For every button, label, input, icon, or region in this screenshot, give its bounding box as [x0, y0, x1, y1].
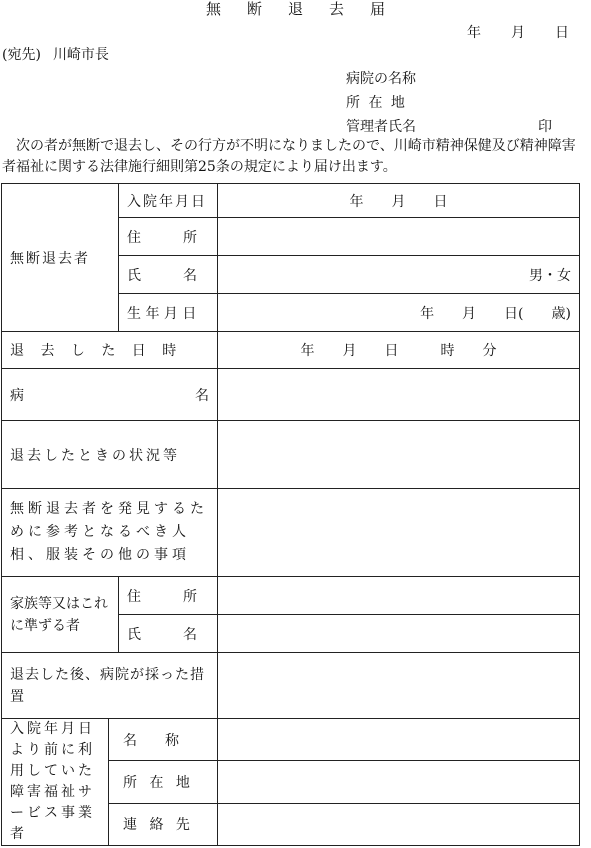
hospital-measures-label: 退去した後、病院が採った措置 — [2, 653, 218, 719]
day-label: 日 — [555, 25, 569, 41]
family-name-label: 氏 名 — [119, 615, 218, 653]
form-title — [0, 0, 591, 19]
month-label: 月 — [511, 25, 525, 41]
service-name-label: 名 称 — [109, 719, 218, 761]
address-label: 住 所 — [119, 218, 218, 256]
statement-text: 次の者が無断で退去し、その行方が不明になりましたので、川崎市精神保健及び精神障害者福祉に関する法律施行細則第25条の規定により届け出ます。 — [2, 138, 576, 175]
title-char: 届 — [370, 0, 386, 18]
hospital-measures-field[interactable] — [218, 653, 580, 719]
title-char: 断 — [246, 0, 262, 18]
sex-field[interactable]: 男・女 — [218, 256, 580, 294]
year-label: 年 — [467, 25, 481, 41]
addressee-prefix: (宛先) — [2, 47, 41, 63]
identifying-features-label: 無断退去者を発見するために参考となるべき人相、服装その他の事項 — [2, 489, 218, 577]
service-address-label: 所 在 地 — [109, 761, 218, 803]
disease-name-field[interactable] — [218, 369, 580, 421]
submission-date — [437, 22, 569, 42]
report-form-table — [1, 183, 580, 846]
family-name-field[interactable] — [218, 615, 580, 653]
director-name-label: 管理者氏名 — [346, 119, 416, 135]
name-label: 氏 名 — [119, 256, 218, 294]
birthdate-field[interactable]: 年 月 日( 歳) — [218, 294, 580, 332]
address-field[interactable] — [218, 218, 580, 256]
prior-service-provider-group-label: 入院年月日より前に利用していた障害福祉サービス事業者 — [2, 719, 109, 846]
service-contact-field[interactable] — [218, 803, 580, 845]
birthdate-label: 生 年 月 日 — [119, 294, 218, 332]
hospital-name-label: 病院の名称 — [346, 71, 416, 87]
departure-situation-label: 退去したときの状況等 — [2, 421, 218, 489]
departure-situation-field[interactable] — [218, 421, 580, 489]
admission-date-field[interactable]: 年 月 日 — [218, 184, 580, 218]
family-address-field[interactable] — [218, 577, 580, 615]
hospital-address-label: 所 在 地 — [346, 95, 407, 111]
disease-name-label: 病 名 — [2, 369, 218, 421]
title-char: 退 — [287, 0, 303, 18]
family-address-label: 住 所 — [119, 577, 218, 615]
departure-datetime-field[interactable]: 年 月 日 時 分 — [218, 332, 580, 369]
missing-person-group-label: 無断退去者 — [2, 184, 119, 332]
service-name-field[interactable] — [218, 719, 580, 761]
addressee — [2, 44, 109, 64]
identifying-features-field[interactable] — [218, 489, 580, 577]
seal-mark: 印 — [538, 119, 552, 135]
statement — [2, 136, 589, 178]
departure-datetime-label: 退 去 し た 日 時 — [2, 332, 218, 369]
addressee-name: 川崎市長 — [52, 47, 109, 63]
family-group-label: 家族等又はこれに準ずる者 — [2, 577, 119, 653]
title-char: 去 — [329, 0, 345, 18]
admission-date-label: 入院年月日 — [119, 184, 218, 218]
service-contact-label: 連 絡 先 — [109, 803, 218, 845]
title-char: 無 — [205, 0, 221, 18]
service-address-field[interactable] — [218, 761, 580, 803]
